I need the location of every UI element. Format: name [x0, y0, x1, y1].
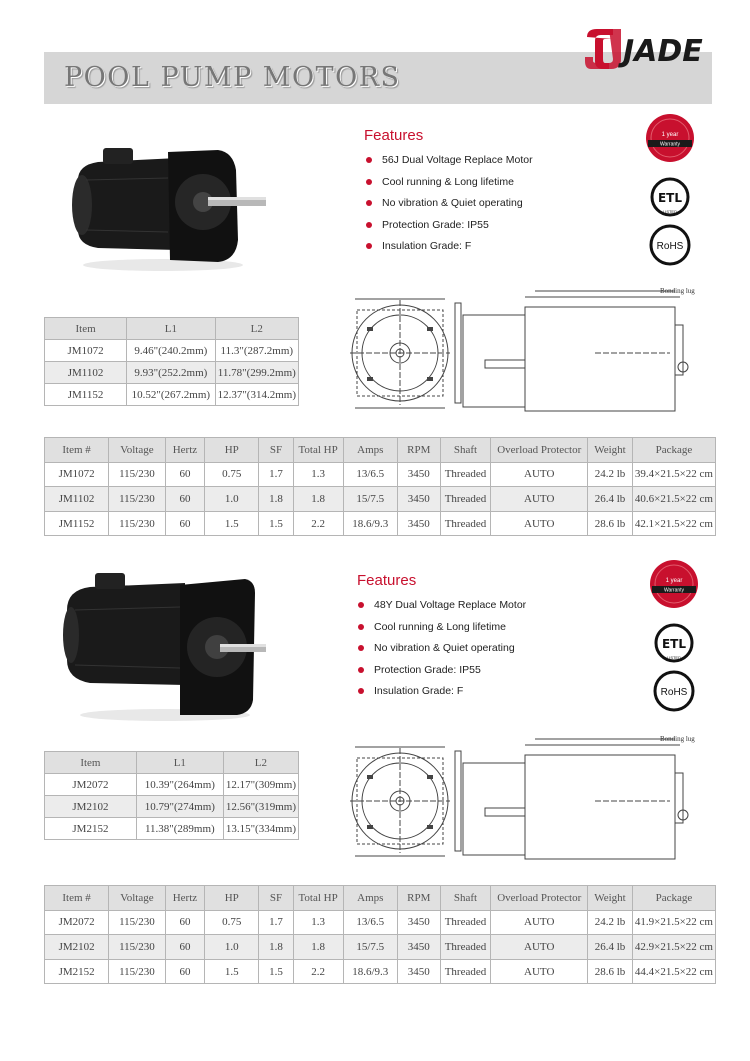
- table-cell: 60: [165, 487, 205, 512]
- column-header: SF: [259, 438, 293, 463]
- table-cell: 3450: [398, 910, 441, 935]
- table-cell: 13/6.5: [343, 462, 398, 487]
- table-cell: 12.37"(314.2mm): [215, 384, 298, 406]
- table-cell: JM1152: [45, 511, 109, 536]
- column-header: Package: [632, 886, 715, 911]
- table-cell: 40.6×21.5×22 cm: [632, 487, 715, 512]
- table-cell: Threaded: [440, 511, 491, 536]
- svg-text:LISTED: LISTED: [662, 209, 678, 214]
- table-cell: 9.46"(240.2mm): [127, 340, 215, 362]
- table-cell: 60: [165, 511, 205, 536]
- feature-item: Cool running & Long lifetime: [358, 620, 526, 642]
- column-header: Package: [632, 438, 715, 463]
- feature-item: Insulation Grade: F: [358, 684, 526, 706]
- table-row: [45, 774, 299, 796]
- page-title: POOL PUMP MOTORS: [64, 62, 401, 93]
- table-cell: 11.38"(289mm): [136, 818, 223, 840]
- feature-item: No vibration & Quiet operating: [358, 641, 526, 663]
- svg-text:ETL: ETL: [657, 191, 683, 205]
- table-cell: 10.79"(274mm): [136, 796, 223, 818]
- table-cell: 1.8: [259, 487, 293, 512]
- column-header: Total HP: [293, 438, 343, 463]
- column-header: RPM: [398, 438, 441, 463]
- certification-badges: [644, 556, 704, 721]
- svg-text:ETL: ETL: [661, 637, 687, 651]
- column-header: Amps: [343, 438, 398, 463]
- table-cell: 1.5: [259, 511, 293, 536]
- table-cell: 115/230: [109, 910, 165, 935]
- spec-table: [44, 437, 716, 536]
- table-cell: JM2102: [45, 796, 137, 818]
- features-list: [358, 598, 526, 706]
- dimensions-table: [44, 317, 299, 406]
- table-cell: 15/7.5: [343, 487, 398, 512]
- column-header: Item #: [45, 886, 109, 911]
- technical-drawing-56j: [345, 285, 715, 415]
- table-cell: 9.93"(252.2mm): [127, 362, 215, 384]
- column-header: Amps: [343, 886, 398, 911]
- table-cell: 1.8: [293, 935, 343, 960]
- warranty-icon: [646, 114, 694, 162]
- motor-photo-48y: [55, 565, 270, 725]
- table-cell: 115/230: [109, 935, 165, 960]
- svg-text:Warranty: Warranty: [663, 587, 685, 594]
- column-header: Weight: [588, 438, 633, 463]
- table-cell: 12.56"(319mm): [223, 796, 298, 818]
- column-header: Voltage: [109, 886, 165, 911]
- table-cell: 26.4 lb: [588, 487, 633, 512]
- table-cell: 0.75: [205, 910, 259, 935]
- table-cell: 1.0: [205, 935, 259, 960]
- feature-item: Insulation Grade: F: [366, 239, 533, 261]
- table-cell: 15/7.5: [343, 935, 398, 960]
- table-cell: Threaded: [440, 959, 491, 984]
- table-cell: JM2102: [45, 935, 109, 960]
- table-cell: 0.75: [205, 462, 259, 487]
- table-cell: 1.3: [293, 462, 343, 487]
- table-cell: 28.6 lb: [588, 959, 633, 984]
- table-cell: 115/230: [109, 487, 165, 512]
- table-cell: 2.2: [293, 511, 343, 536]
- table-cell: 24.2 lb: [588, 910, 633, 935]
- features-list: [366, 153, 533, 261]
- rohs-icon: [651, 226, 689, 264]
- table-cell: 11.78"(299.2mm): [215, 362, 298, 384]
- features-title: Features: [357, 572, 417, 589]
- table-cell: JM2072: [45, 910, 109, 935]
- table-cell: 2.2: [293, 959, 343, 984]
- table-cell: 115/230: [109, 959, 165, 984]
- table-cell: 42.9×21.5×22 cm: [632, 935, 715, 960]
- svg-text:1 year: 1 year: [665, 578, 683, 584]
- table-cell: 1.5: [205, 959, 259, 984]
- etl-icon: [656, 625, 692, 661]
- feature-item: No vibration & Quiet operating: [366, 196, 533, 218]
- table-cell: 60: [165, 935, 205, 960]
- column-header: SF: [259, 886, 293, 911]
- table-cell: 3450: [398, 959, 441, 984]
- column-header: Shaft: [440, 886, 491, 911]
- feature-item: 56J Dual Voltage Replace Motor: [366, 153, 533, 175]
- table-cell: JM1102: [45, 487, 109, 512]
- table-cell: AUTO: [491, 959, 588, 984]
- motor-photo-56j: [58, 140, 268, 275]
- table-cell: 3450: [398, 511, 441, 536]
- column-header: Item: [45, 318, 127, 340]
- svg-text:1 year: 1 year: [661, 132, 679, 138]
- table-cell: 1.8: [259, 935, 293, 960]
- table-cell: 1.7: [259, 462, 293, 487]
- table-cell: 115/230: [109, 462, 165, 487]
- table-cell: 60: [165, 910, 205, 935]
- table-cell: Threaded: [440, 935, 491, 960]
- dimensions-table: [44, 751, 299, 840]
- table-row: [45, 959, 716, 984]
- table-row: [45, 487, 716, 512]
- table-cell: JM1102: [45, 362, 127, 384]
- column-header: Voltage: [109, 438, 165, 463]
- table-cell: AUTO: [491, 935, 588, 960]
- table-cell: JM2072: [45, 774, 137, 796]
- column-header: Shaft: [440, 438, 491, 463]
- feature-item: Protection Grade: IP55: [358, 663, 526, 685]
- brand-logo: [583, 27, 723, 71]
- table-row: [45, 362, 299, 384]
- svg-text:Bonding lug: Bonding lug: [660, 735, 695, 743]
- table-cell: AUTO: [491, 487, 588, 512]
- table-cell: 3450: [398, 462, 441, 487]
- table-row: [45, 384, 299, 406]
- table-cell: JM2152: [45, 959, 109, 984]
- logo-text: JADE: [623, 34, 703, 69]
- column-header: Hertz: [165, 886, 205, 911]
- feature-item: Protection Grade: IP55: [366, 218, 533, 240]
- column-header: RPM: [398, 886, 441, 911]
- table-cell: Threaded: [440, 910, 491, 935]
- column-header: L1: [127, 318, 215, 340]
- table-row: [45, 910, 716, 935]
- table-cell: 10.52"(267.2mm): [127, 384, 215, 406]
- table-row: [45, 935, 716, 960]
- svg-text:LISTED: LISTED: [666, 655, 682, 660]
- svg-text:RoHS: RoHS: [656, 241, 684, 252]
- table-cell: 13/6.5: [343, 910, 398, 935]
- svg-text:Bonding lug: Bonding lug: [660, 287, 695, 295]
- column-header: Item: [45, 752, 137, 774]
- table-row: [45, 511, 716, 536]
- table-cell: JM1072: [45, 340, 127, 362]
- column-header: Weight: [588, 886, 633, 911]
- column-header: Total HP: [293, 886, 343, 911]
- spec-table: [44, 885, 716, 984]
- table-cell: 60: [165, 959, 205, 984]
- table-cell: JM1152: [45, 384, 127, 406]
- table-cell: 13.15"(334mm): [223, 818, 298, 840]
- table-cell: AUTO: [491, 462, 588, 487]
- table-cell: AUTO: [491, 910, 588, 935]
- table-cell: 115/230: [109, 511, 165, 536]
- table-cell: 1.0: [205, 487, 259, 512]
- table-cell: 18.6/9.3: [343, 959, 398, 984]
- table-cell: 3450: [398, 935, 441, 960]
- feature-item: Cool running & Long lifetime: [366, 175, 533, 197]
- certification-badges: [640, 110, 700, 275]
- table-cell: 1.7: [259, 910, 293, 935]
- etl-icon: [652, 179, 688, 215]
- table-cell: 24.2 lb: [588, 462, 633, 487]
- table-row: [45, 818, 299, 840]
- table-cell: 28.6 lb: [588, 511, 633, 536]
- table-row: [45, 340, 299, 362]
- table-cell: 10.39"(264mm): [136, 774, 223, 796]
- table-cell: 1.8: [293, 487, 343, 512]
- table-cell: Threaded: [440, 487, 491, 512]
- table-cell: 60: [165, 462, 205, 487]
- table-cell: 44.4×21.5×22 cm: [632, 959, 715, 984]
- table-cell: 26.4 lb: [588, 935, 633, 960]
- table-cell: Threaded: [440, 462, 491, 487]
- table-row: [45, 462, 716, 487]
- table-cell: JM1072: [45, 462, 109, 487]
- svg-text:Warranty: Warranty: [659, 141, 681, 148]
- table-cell: 41.9×21.5×22 cm: [632, 910, 715, 935]
- column-header: L2: [223, 752, 298, 774]
- table-cell: 12.17"(309mm): [223, 774, 298, 796]
- table-cell: 1.3: [293, 910, 343, 935]
- table-cell: 3450: [398, 487, 441, 512]
- table-cell: AUTO: [491, 511, 588, 536]
- feature-item: 48Y Dual Voltage Replace Motor: [358, 598, 526, 620]
- column-header: Item #: [45, 438, 109, 463]
- table-cell: 1.5: [205, 511, 259, 536]
- table-cell: 42.1×21.5×22 cm: [632, 511, 715, 536]
- features-title: Features: [364, 127, 424, 144]
- table-cell: 1.5: [259, 959, 293, 984]
- column-header: HP: [205, 886, 259, 911]
- column-header: L2: [215, 318, 298, 340]
- table-row: [45, 796, 299, 818]
- column-header: Hertz: [165, 438, 205, 463]
- table-cell: 11.3"(287.2mm): [215, 340, 298, 362]
- column-header: HP: [205, 438, 259, 463]
- table-cell: 39.4×21.5×22 cm: [632, 462, 715, 487]
- column-header: Overload Protector: [491, 438, 588, 463]
- rohs-icon: [655, 672, 693, 710]
- column-header: Overload Protector: [491, 886, 588, 911]
- svg-text:RoHS: RoHS: [660, 687, 688, 698]
- warranty-icon: [650, 560, 698, 608]
- column-header: L1: [136, 752, 223, 774]
- table-cell: JM2152: [45, 818, 137, 840]
- table-cell: 18.6/9.3: [343, 511, 398, 536]
- technical-drawing-48y: [345, 733, 715, 863]
